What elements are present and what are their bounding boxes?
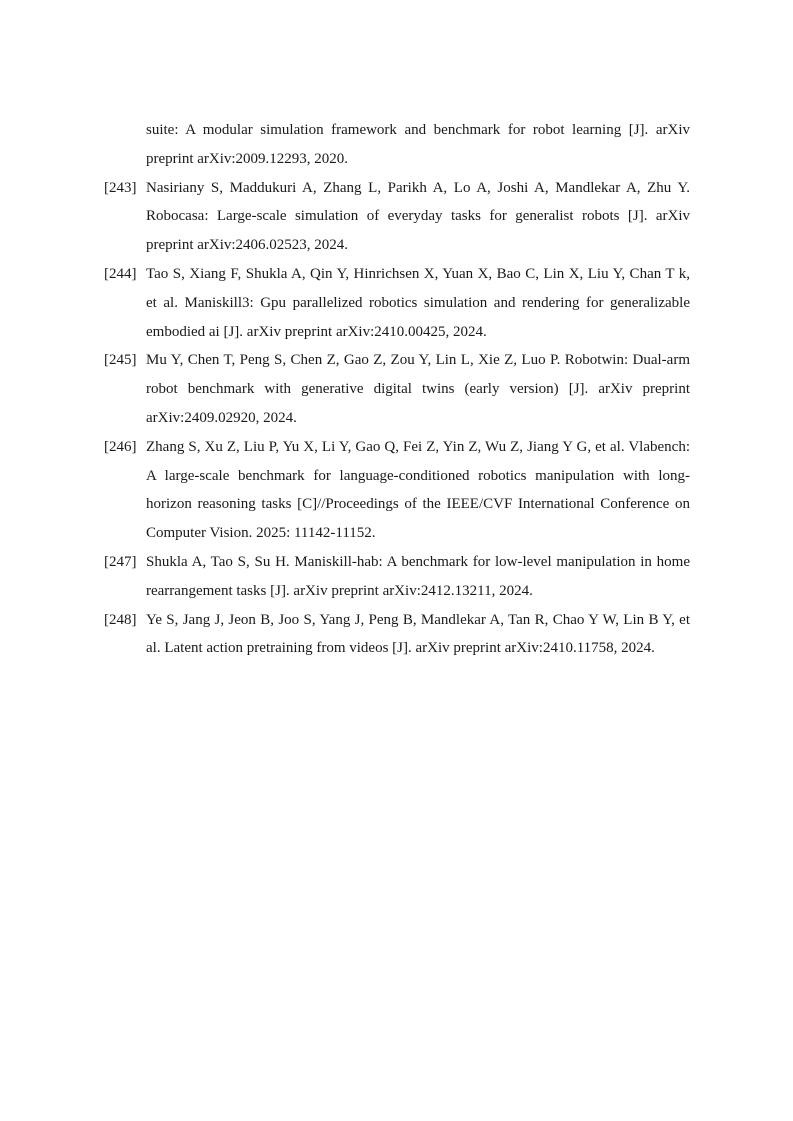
reference-text: Ye S, Jang J, Jeon B, Joo S, Yang J, Peng B, Mandlekar A, Tan R, Chao Y W, Lin B Y, et al. Latent action pretraining from videos [J]. arXiv preprint arXiv:2410.11758, 2024. — [146, 611, 690, 657]
reference-text: Zhang S, Xu Z, Liu P, Yu X, Li Y, Gao Q, Fei Z, Yin Z, Wu Z, Jiang Y G, et al. Vlabench: A large-scale benchmark for language-conditioned robotics manipulation with long-horizon reasoning tasks [C]//Proceedings of the IEEE/CVF International Conference on Computer Vision. 2025: 11142-11152. — [146, 438, 690, 542]
reference-item — [104, 260, 690, 346]
reference-number: [244] — [104, 265, 137, 282]
reference-list — [104, 116, 690, 663]
reference-item — [104, 174, 690, 260]
reference-number: [245] — [104, 352, 137, 369]
reference-item — [104, 548, 690, 606]
reference-number: [243] — [104, 179, 137, 196]
reference-number: [246] — [104, 438, 137, 455]
reference-text: suite: A modular simulation framework and benchmark for robot learning [J]. arXiv preprint arXiv:2009.12293, 2020. — [146, 122, 690, 167]
reference-text: Nasiriany S, Maddukuri A, Zhang L, Parikh A, Lo A, Joshi A, Mandlekar A, Zhu Y. Robocasa: Large-scale simulation of everyday tasks for generalist robots [J]. arXiv preprint arXiv:2406.02523, 2024. — [146, 179, 690, 254]
reference-text: Tao S, Xiang F, Shukla A, Qin Y, Hinrichsen X, Yuan X, Bao C, Lin X, Liu Y, Chan T k, et al. Maniskill3: Gpu parallelized robotics simulation and rendering for generalizable embodied ai [J]. arXiv preprint arXiv:2410.00425, 2024. — [146, 265, 690, 340]
reference-number: [248] — [104, 611, 137, 628]
reference-item — [104, 346, 690, 432]
reference-item — [104, 433, 690, 548]
reference-number: [247] — [104, 553, 137, 570]
reference-item — [104, 116, 690, 174]
reference-item — [104, 606, 690, 664]
reference-text: Mu Y, Chen T, Peng S, Chen Z, Gao Z, Zou Y, Lin L, Xie Z, Luo P. Robotwin: Dual-arm robot benchmark with generative digital twins (early version) [J]. arXiv preprint arXiv:2409.02920, 2024. — [146, 352, 690, 426]
reference-text: Shukla A, Tao S, Su H. Maniskill-hab: A benchmark for low-level manipulation in home rearrangement tasks [J]. arXiv preprint arXiv:2412.13211, 2024. — [146, 553, 690, 599]
